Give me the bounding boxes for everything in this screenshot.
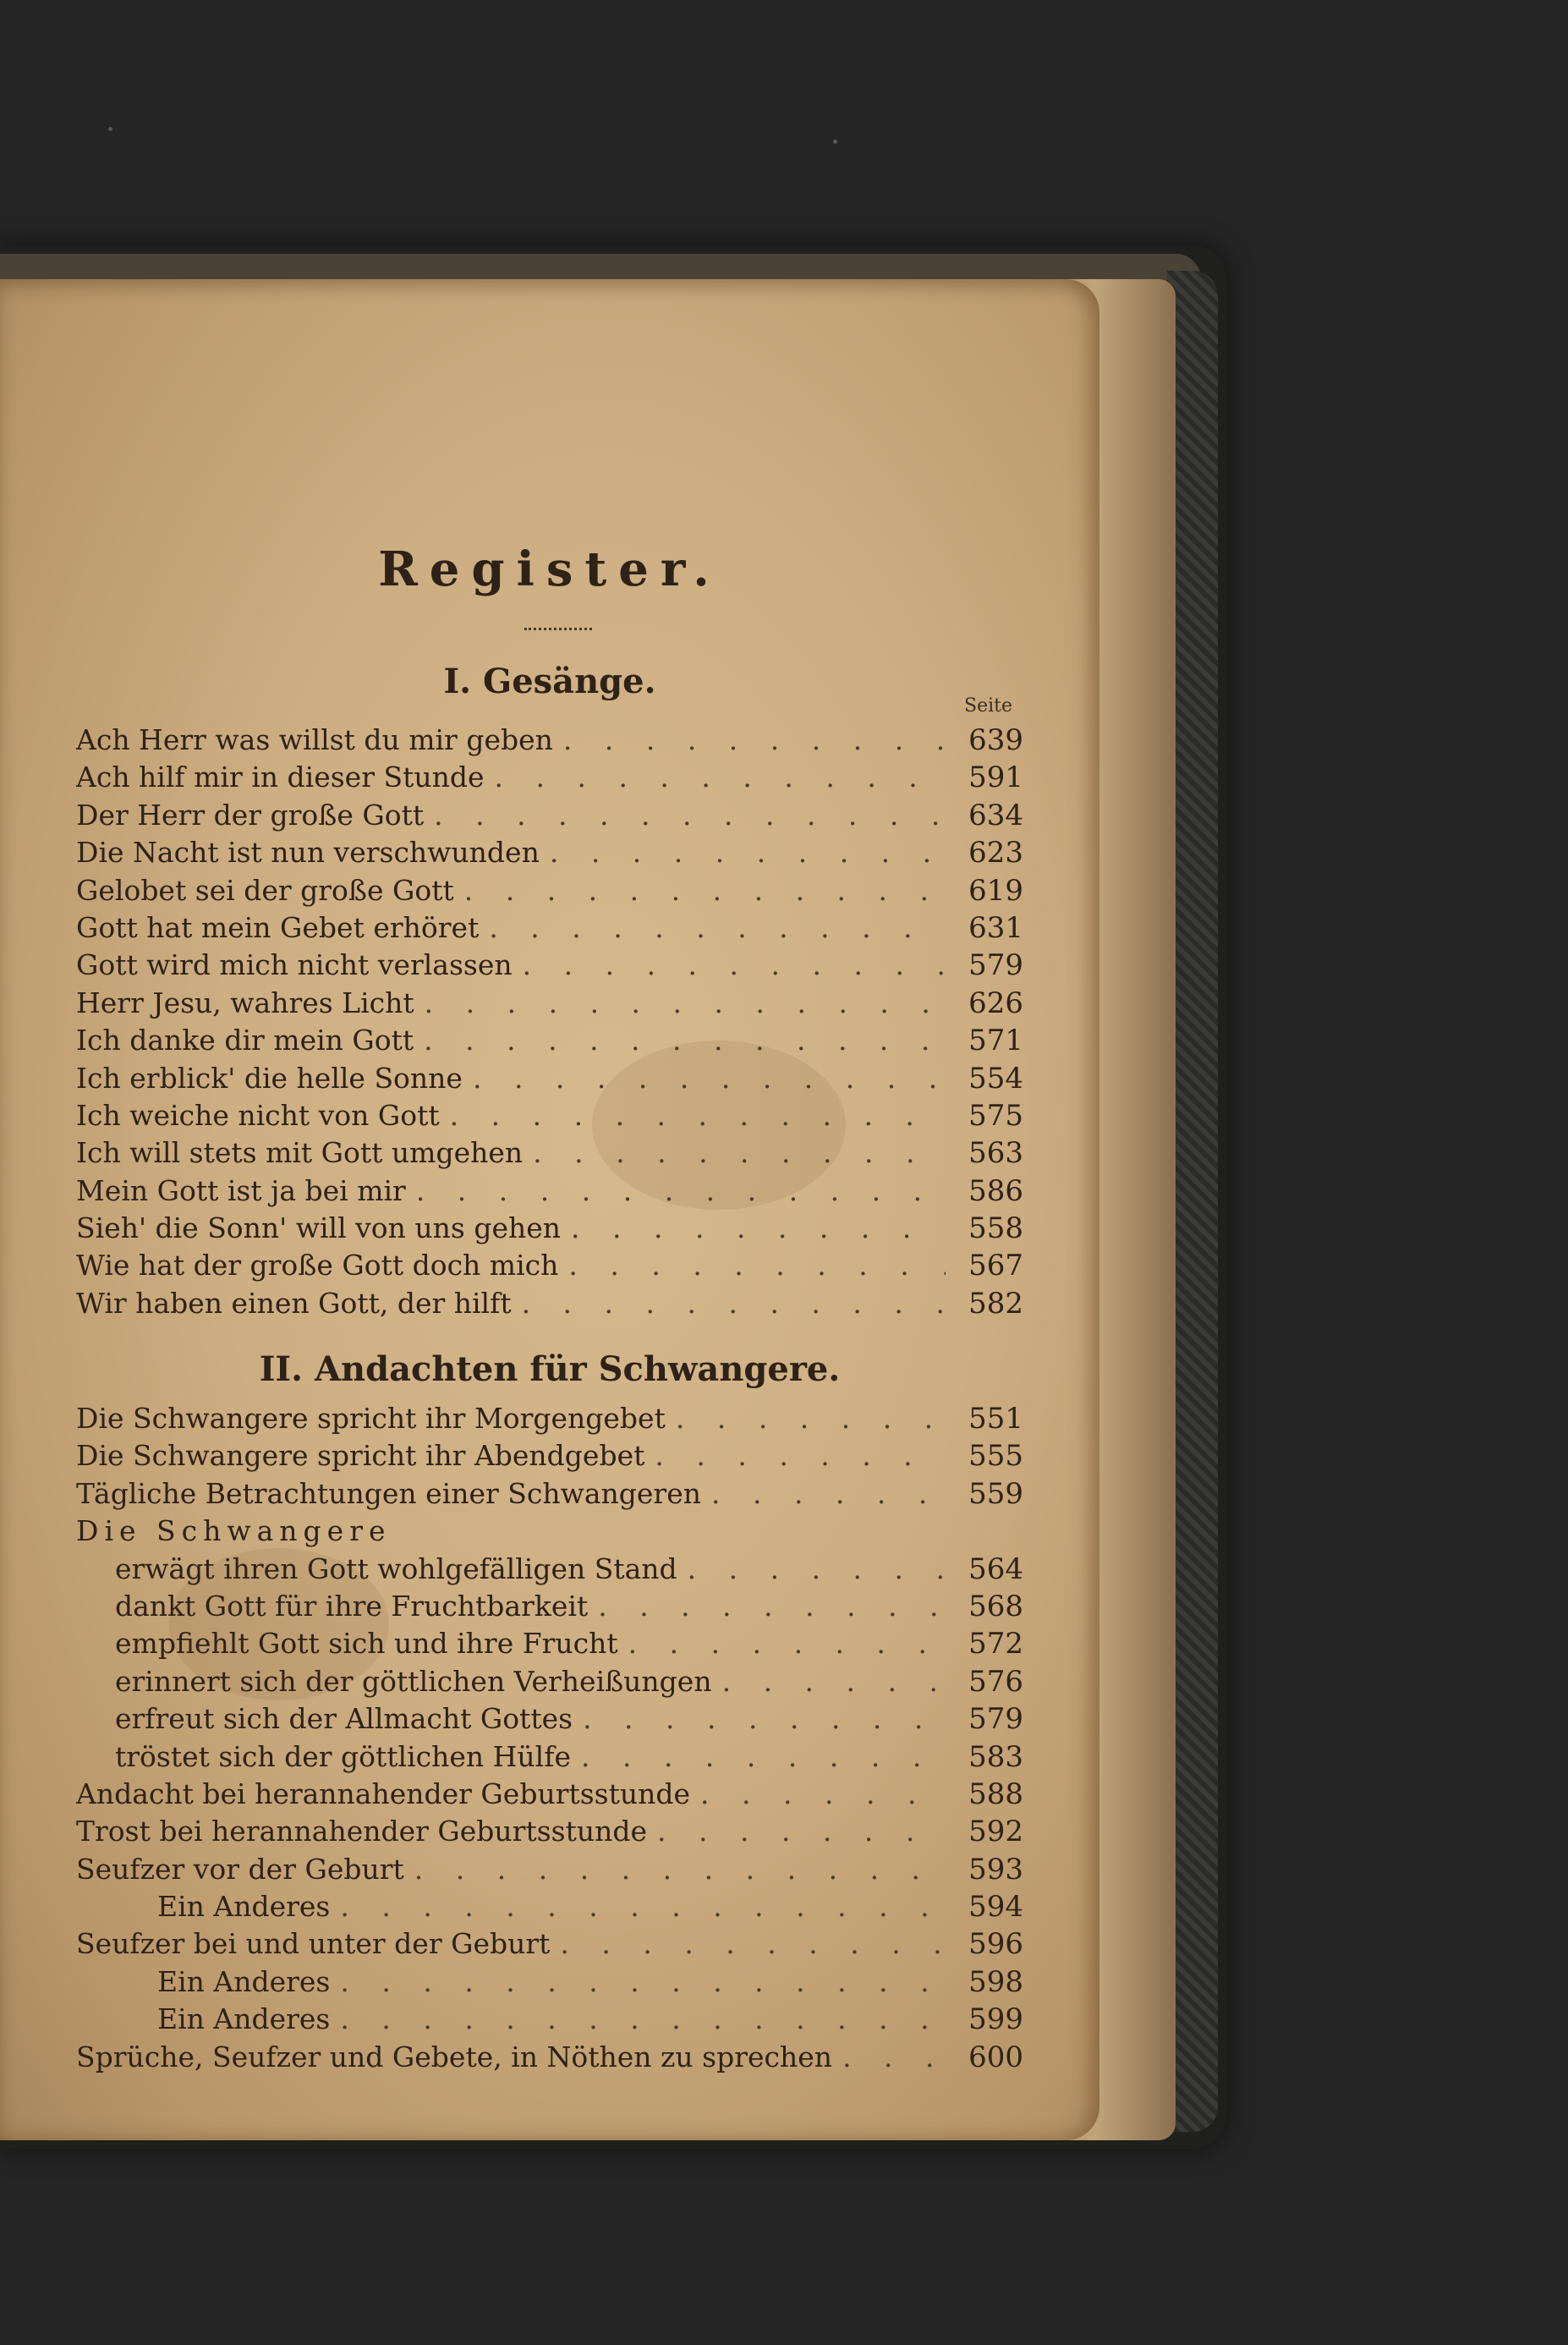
toc-entry-title: Die Nacht ist nun verschwunden xyxy=(76,836,540,870)
toc-entry xyxy=(76,1815,1023,1852)
toc-entry xyxy=(76,1249,1023,1286)
toc-entry-title: Ach hilf mir in dieser Stunde xyxy=(76,761,485,794)
toc-entry xyxy=(76,1439,1023,1476)
toc-entry-title: Die Schwangere xyxy=(76,1514,392,1548)
toc-entry xyxy=(76,911,1023,948)
toc-leader-dots xyxy=(657,1815,946,1848)
toc-entry-page-number: 593 xyxy=(968,1852,1023,1886)
toc-entry xyxy=(76,1099,1023,1136)
toc-entry-title: Sprüche, Seufzer und Gebete, in Nöthen zu sprechen xyxy=(76,2040,833,2073)
toc-entry xyxy=(76,986,1023,1024)
section-heading-gesaenge: I. Gesänge. xyxy=(443,662,656,701)
toc-leader-dots xyxy=(450,1099,946,1132)
toc-entry-page-number: 623 xyxy=(968,836,1023,870)
toc-entry xyxy=(76,1514,1023,1551)
toc-leader-dots xyxy=(655,1439,946,1472)
toc-entry-page-number: 586 xyxy=(968,1173,1023,1208)
toc-entry-page-number: 563 xyxy=(968,1136,1023,1171)
toc-entry-title: Sieh' die Sonn' will von uns gehen xyxy=(76,1211,562,1245)
toc-entry-page-number: 551 xyxy=(968,1402,1023,1436)
toc-entry-title: Ach Herr was willst du mir geben xyxy=(76,723,553,756)
toc-entry xyxy=(76,1927,1023,1964)
toc-leader-dots xyxy=(522,1287,946,1320)
toc-entry xyxy=(76,1136,1023,1173)
toc-entry-title: Wir haben einen Gott, der hilft xyxy=(76,1286,512,1320)
toc-entry-page-number: 579 xyxy=(968,1702,1023,1737)
toc-entry-title: Ein Anderes xyxy=(157,1964,331,1998)
toc-entry xyxy=(76,1062,1023,1099)
toc-entry xyxy=(76,948,1023,986)
toc-entry-title: Herr Jesu, wahres Licht xyxy=(76,986,414,1019)
toc-entry-page-number: 631 xyxy=(968,910,1023,945)
toc-entry-page-number: 588 xyxy=(968,1777,1023,1811)
toc-leader-dots xyxy=(464,874,946,907)
toc-leader-dots xyxy=(563,723,946,756)
toc-entry-title: tröstet sich der göttlichen Hülfe xyxy=(115,1739,571,1773)
toc-entry-title: erwägt ihren Gott wohlgefälligen Stand xyxy=(115,1551,677,1585)
toc-leader-dots xyxy=(425,986,946,1019)
toc-leader-dots xyxy=(434,799,946,832)
toc-entry xyxy=(76,1665,1023,1702)
toc-entry-title: Die Schwangere spricht ihr Abendgebet xyxy=(76,1439,645,1473)
backdrop-speck xyxy=(833,140,837,144)
toc-entry-page-number: 555 xyxy=(968,1439,1023,1474)
toc-entry-title: Ein Anderes xyxy=(157,1890,331,1924)
toc-entry-title: dankt Gott für ihre Fruchtbarkeit xyxy=(115,1589,589,1623)
toc-entry-page-number: 575 xyxy=(968,1098,1023,1133)
toc-entry xyxy=(76,1965,1023,2002)
toc-leader-dots xyxy=(571,1211,946,1244)
toc-entry xyxy=(76,1777,1023,1815)
toc-entry-page-number: 554 xyxy=(968,1061,1023,1096)
title-ornament-rule xyxy=(524,628,592,634)
toc-leader-dots xyxy=(676,1402,946,1435)
toc-entry xyxy=(76,1552,1023,1590)
toc-entry xyxy=(76,1211,1023,1249)
toc-entry-title: Gott hat mein Gebet erhöret xyxy=(76,910,480,944)
backdrop-speck xyxy=(108,127,112,131)
toc-entry-title: Der Herr der große Gott xyxy=(76,798,425,832)
toc-entry-title: Ich will stets mit Gott umgehen xyxy=(76,1136,524,1170)
toc-entry-page-number: 583 xyxy=(968,1739,1023,1774)
toc-entry xyxy=(76,799,1023,836)
toc-leader-dots xyxy=(340,1890,946,1923)
toc-entry-page-number: 596 xyxy=(968,1927,1023,1962)
toc-leader-dots xyxy=(523,948,946,981)
toc-entry-title: Tägliche Betrachtungen einer Schwangeren xyxy=(76,1476,701,1510)
toc-leader-dots xyxy=(560,1927,946,1960)
toc-entry-title: Seufzer vor der Geburt xyxy=(76,1852,404,1886)
toc-leader-dots xyxy=(598,1590,946,1623)
toc-leader-dots xyxy=(550,836,946,869)
toc-entry xyxy=(76,1590,1023,1627)
toc-leader-dots xyxy=(533,1136,946,1169)
toc-entry xyxy=(76,1402,1023,1439)
toc-entry-page-number: 579 xyxy=(968,948,1023,983)
toc-leader-dots xyxy=(568,1249,946,1282)
toc-entry-title: Gott wird mich nicht verlassen xyxy=(76,948,513,982)
toc-entry-page-number: 568 xyxy=(968,1589,1023,1623)
toc-entry xyxy=(76,1477,1023,1514)
toc-leader-dots xyxy=(688,1552,946,1585)
toc-entry xyxy=(76,1174,1023,1211)
toc-leader-dots xyxy=(340,1965,946,1998)
toc-entry-page-number: 634 xyxy=(968,798,1023,832)
toc-entry xyxy=(76,1890,1023,1927)
toc-entry-title: Ein Anderes xyxy=(157,2002,331,2036)
toc-entry xyxy=(76,1702,1023,1739)
toc-entry-page-number: 582 xyxy=(968,1286,1023,1321)
toc-entry xyxy=(76,836,1023,873)
toc-entry-page-number: 564 xyxy=(968,1551,1023,1586)
toc-entry-page-number: 571 xyxy=(968,1024,1023,1058)
toc-entry xyxy=(76,1853,1023,1890)
toc-leader-dots xyxy=(424,1024,946,1057)
toc-entry-page-number: 558 xyxy=(968,1211,1023,1246)
toc-entry-title: empfiehlt Gott sich und ihre Frucht xyxy=(115,1627,618,1661)
toc-entry-page-number: 598 xyxy=(968,1964,1023,1999)
toc-leader-dots xyxy=(416,1174,946,1207)
toc-entry-page-number: 572 xyxy=(968,1627,1023,1661)
toc-entry-title: Mein Gott ist ja bei mir xyxy=(76,1173,406,1207)
toc-entry xyxy=(76,1024,1023,1061)
toc-entry-page-number: 626 xyxy=(968,986,1023,1020)
column-header-seite: Seite xyxy=(964,695,1012,717)
toc-leader-dots xyxy=(842,2040,946,2073)
toc-entry-title: Wie hat der große Gott doch mich xyxy=(76,1249,559,1282)
toc-entry xyxy=(76,1287,1023,1324)
toc-entry-page-number: 639 xyxy=(968,723,1023,757)
toc-leader-dots xyxy=(489,911,946,944)
toc-entry-title: Andacht bei herannahender Geburtsstunde xyxy=(76,1777,691,1810)
toc-leader-dots xyxy=(583,1702,946,1735)
toc-entry xyxy=(76,1627,1023,1664)
toc-entry-title: erfreut sich der Allmacht Gottes xyxy=(115,1702,573,1736)
toc-list-andachten xyxy=(76,1402,1023,2078)
toc-entry-page-number: 600 xyxy=(968,2040,1023,2074)
toc-entry-page-number: 592 xyxy=(968,1815,1023,1849)
toc-entry-page-number: 599 xyxy=(968,2002,1023,2037)
toc-leader-dots xyxy=(628,1627,946,1660)
toc-entry-title: Trost bei herannahender Geburtsstunde xyxy=(76,1815,648,1848)
toc-entry-title: Gelobet sei der große Gott xyxy=(76,873,454,907)
toc-entry-page-number: 567 xyxy=(968,1249,1023,1283)
toc-entry-page-number: 591 xyxy=(968,761,1023,795)
section-heading-andachten: II. Andachten für Schwangere. xyxy=(259,1349,841,1389)
page-title: Register. xyxy=(378,541,721,597)
toc-entry xyxy=(76,2002,1023,2040)
toc-leader-dots xyxy=(711,1477,946,1510)
toc-leader-dots xyxy=(340,2002,946,2035)
toc-list-gesaenge xyxy=(76,723,1023,1324)
toc-entry-title: Ich weiche nicht von Gott xyxy=(76,1098,440,1132)
toc-entry xyxy=(76,2040,1023,2078)
toc-entry-title: erinnert sich der göttlichen Verheißungen xyxy=(115,1664,712,1698)
toc-entry-title: Ich danke dir mein Gott xyxy=(76,1024,414,1057)
toc-leader-dots xyxy=(581,1740,946,1773)
toc-entry-title: Seufzer bei und unter der Geburt xyxy=(76,1927,551,1961)
toc-entry-title: Ich erblick' die helle Sonne xyxy=(76,1061,463,1095)
toc-leader-dots xyxy=(495,761,946,794)
toc-leader-dots xyxy=(414,1853,946,1886)
toc-entry-page-number: 576 xyxy=(968,1664,1023,1699)
toc-entry-page-number: 619 xyxy=(968,873,1023,908)
toc-entry xyxy=(76,723,1023,761)
toc-entry xyxy=(76,761,1023,798)
toc-entry-title: Die Schwangere spricht ihr Morgengebet xyxy=(76,1402,666,1435)
toc-entry-page-number: 559 xyxy=(968,1476,1023,1511)
toc-entry xyxy=(76,1740,1023,1777)
toc-leader-dots xyxy=(722,1665,946,1698)
toc-entry-page-number: 594 xyxy=(968,1890,1023,1925)
toc-leader-dots xyxy=(473,1062,946,1095)
toc-leader-dots xyxy=(700,1777,946,1810)
toc-entry xyxy=(76,874,1023,911)
